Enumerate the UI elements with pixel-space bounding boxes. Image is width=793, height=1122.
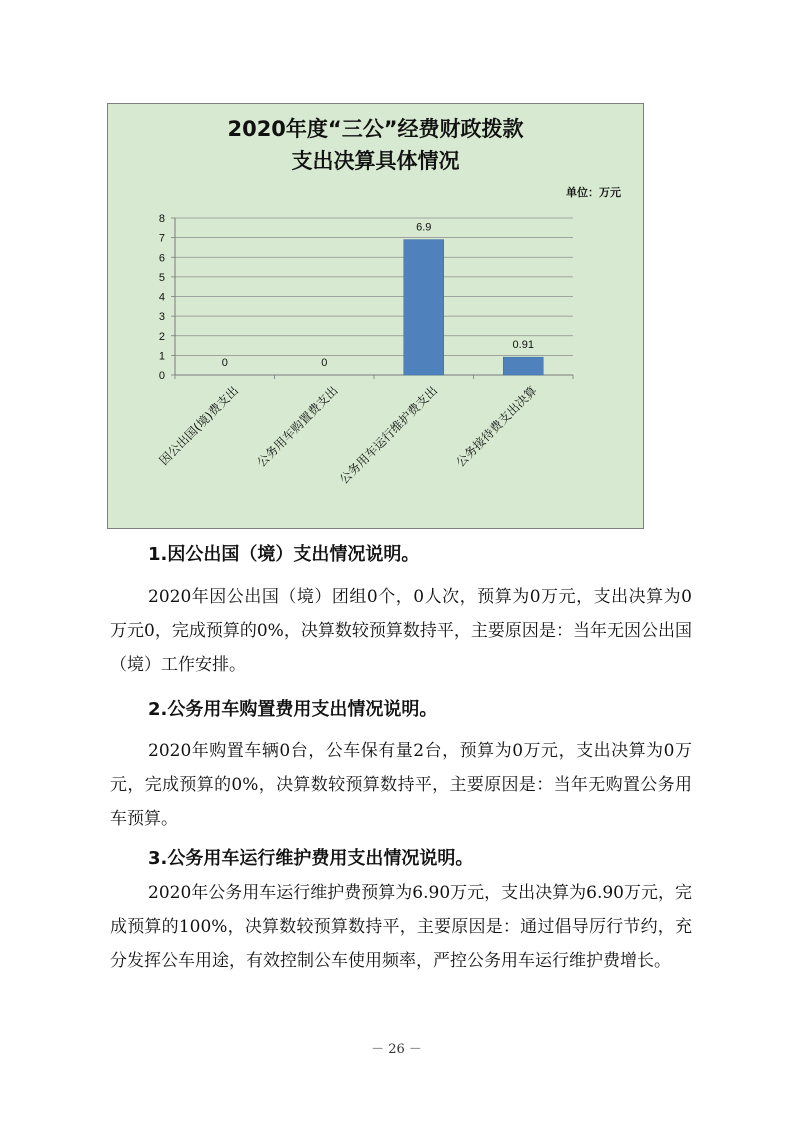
data-label: 0: [321, 357, 328, 369]
y-tick-label: 7: [158, 232, 165, 245]
data-label: 6.9: [416, 221, 432, 234]
bar: [503, 357, 543, 375]
section-3-heading: 3.公务用车运行维护费用支出情况说明。: [148, 848, 474, 869]
y-tick-label: 4: [158, 291, 165, 304]
section-3-paragraph: 2020年公务用车运行维护费预算为6.90万元，支出决算为6.90万元，完成预算的100%，决算数较预算数持平，主要原因是：通过倡导厉行节约，充分发挥公车用途，有效控制公车使用频率，严控公务用车运行维护费增长。: [110, 883, 692, 971]
y-tick-label: 1: [158, 350, 165, 363]
data-label: 0: [221, 357, 228, 369]
chart-unit-label: 单位：万元: [566, 186, 621, 199]
y-tick-label: 8: [158, 213, 165, 225]
x-tick-label: 公务用车购置费支出: [254, 383, 341, 470]
x-tick-label: 公务接待费支出决算: [453, 383, 540, 470]
y-tick-label: 2: [158, 330, 165, 343]
section-2-heading: 2.公务用车购置费用支出情况说明。: [148, 699, 438, 720]
x-tick-label: 公务用车运行维护费支出: [336, 383, 441, 487]
bar: [404, 240, 444, 375]
y-tick-label: 6: [158, 252, 165, 265]
chart-title-line2: 支出决算具体情况: [291, 149, 460, 173]
y-tick-label: 5: [158, 271, 165, 284]
expense-chart: [107, 103, 644, 529]
section-2-paragraph: 2020年购置车辆0台，公车保有量2台，预算为0万元，支出决算为0万元，完成预算的0%，决算数较预算数持平，主要原因是：当年无购置公务用车预算。: [110, 741, 692, 829]
y-tick-label: 3: [158, 311, 165, 324]
y-tick-label: 0: [158, 370, 165, 382]
section-1-paragraph: 2020年因公出国（境）团组0个，0人次，预算为0万元，支出决算为0万元0，完成预算的0%，决算数较预算数持平，主要原因是：当年无因公出国（境）工作安排。: [110, 587, 692, 675]
data-label: 0.91: [512, 339, 534, 352]
section-1-heading: 1.因公出国（境）支出情况说明。: [148, 544, 420, 565]
x-tick-label: 因公出国(境)费支出: [156, 383, 242, 468]
page-number: － 26 －: [371, 1042, 422, 1057]
chart-title-line1: 2020年度“三公”经费财政拨款: [227, 117, 524, 141]
chart-plot: [108, 104, 645, 530]
